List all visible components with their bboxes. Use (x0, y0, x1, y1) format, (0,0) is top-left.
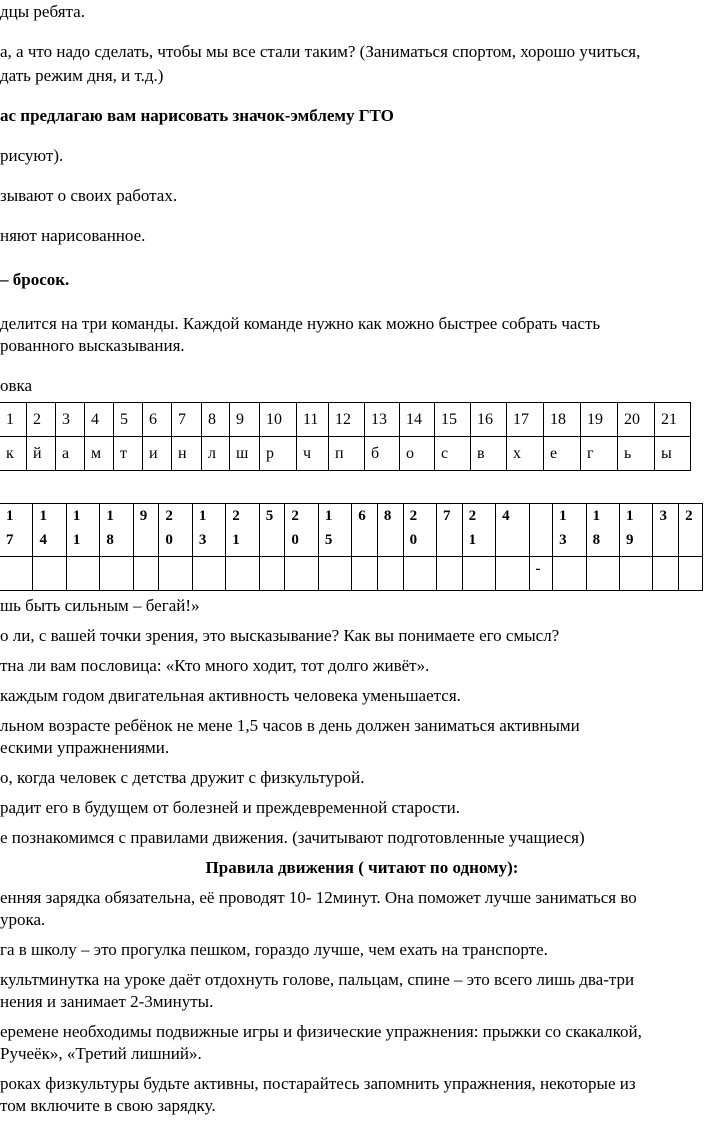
key-letter-cell: х (507, 437, 544, 471)
cipher-digit-top: 2 (232, 508, 240, 524)
text-line: еремене необходимы подвижные игры и физические упражнения: прыжки со скакалкой, (0, 1022, 642, 1041)
key-letter-cell: п (329, 437, 365, 471)
cipher-digit-top: 1 (198, 508, 207, 524)
cipher-digit-bottom: 8 (592, 532, 601, 548)
cipher-answer-cell (403, 557, 436, 591)
key-number-cell: 20 (618, 403, 655, 437)
cipher-number-cell (259, 504, 285, 557)
cipher-number-cell (100, 504, 133, 557)
key-letter-cell: в (471, 437, 507, 471)
key-letter-cell: л (202, 437, 230, 471)
cipher-digit-top: 7 (443, 508, 451, 524)
cipher-digit-top: 3 (659, 508, 667, 524)
cipher-numbers-row (0, 504, 703, 557)
cipher-digit-bottom: 0 (291, 532, 299, 548)
key-number-cell: 9 (230, 403, 260, 437)
text-line: тна ли вам пословица: «Кто много ходит, тот долго живёт». (0, 656, 430, 675)
cipher-number-cell (192, 504, 225, 557)
cipher-answer-cell (679, 557, 703, 591)
cipher-digit-top: 1 (592, 508, 601, 524)
cipher-answer-cell (377, 557, 403, 591)
cipher-answer-cell (352, 557, 378, 591)
cipher-answer-cell (586, 557, 619, 591)
text-line: о, когда человек с детства дружит с физкультурой. (0, 768, 365, 787)
key-number-cell: 13 (365, 403, 400, 437)
key-number-cell: 1 (0, 403, 27, 437)
text-line: культминутка на уроке даёт отдохнуть голове, пальцам, спине – это всего лишь два-три (0, 970, 635, 989)
text-line: няют нарисованное. (0, 226, 146, 245)
key-number-cell: 7 (172, 403, 202, 437)
key-letter-cell: ч (297, 437, 329, 471)
cipher-number-cell (159, 504, 192, 557)
key-letter-cell: ы (655, 437, 691, 471)
key-letter-cell: с (435, 437, 471, 471)
key-letter-cell: м (85, 437, 114, 471)
cipher-digit-top: 2 (409, 508, 418, 524)
key-number-cell: 16 (471, 403, 507, 437)
key-number-cell: 12 (329, 403, 365, 437)
cipher-answer-cell (33, 557, 66, 591)
key-numbers-row (0, 403, 691, 437)
cipher-number-cell (133, 504, 159, 557)
cipher-number-cell (462, 504, 495, 557)
text-line: радит его в будущем от болезней и преждевременной старости. (0, 798, 460, 817)
key-letter-cell: р (260, 437, 297, 471)
cipher-answer-cell (226, 557, 259, 591)
key-letter-cell: а (56, 437, 85, 471)
cipher-answer-cell (462, 557, 495, 591)
key-number-cell: 6 (143, 403, 172, 437)
cipher-digit-top: 9 (139, 508, 148, 524)
key-letter-cell: к (0, 437, 27, 471)
cipher-answer-cell (437, 557, 463, 591)
cipher-digit-top: 6 (358, 508, 366, 524)
cipher-answer-cell (100, 557, 133, 591)
cipher-answer-cell (496, 557, 529, 591)
text-line: е познакомимся с правилами движения. (зачитывают подготовленные учащиеся) (0, 828, 585, 847)
key-letter-cell: е (544, 437, 581, 471)
key-letter-cell: т (114, 437, 143, 471)
cipher-digit-top: 4 (502, 508, 510, 524)
cipher-answer-row (0, 557, 703, 591)
cipher-digit-top: 1 (39, 508, 47, 524)
cipher-digit-bottom: 3 (198, 532, 207, 548)
cipher-answer-cell (553, 557, 586, 591)
heading-line: – бросок. (0, 270, 70, 289)
key-letter-cell: ш (230, 437, 260, 471)
cipher-digit-bottom: 7 (6, 532, 14, 548)
cipher-digit-top: 2 (685, 508, 693, 524)
cipher-answer-cell (66, 557, 99, 591)
text-line: каждым годом двигательная активность человека уменьшается. (0, 686, 461, 705)
key-letter-cell: й (27, 437, 56, 471)
cipher-answer-cell: - (529, 557, 553, 591)
cipher-number-cell (226, 504, 259, 557)
cipher-answer-cell (0, 557, 33, 591)
cipher-number-cell (529, 504, 553, 557)
cipher-digit-top: 1 (72, 508, 81, 524)
cipher-digit-bottom: 3 (559, 532, 567, 548)
cipher-digit-bottom: 9 (626, 532, 634, 548)
cipher-answer-cell (159, 557, 192, 591)
key-number-cell: 15 (435, 403, 471, 437)
text-line: делится на три команды. Каждой команде нужно как можно быстрее собрать часть (0, 314, 601, 333)
text-line: о ли, с вашей точки зрения, это высказывание? Как вы понимаете его смысл? (0, 626, 560, 645)
cipher-digit-bottom: 0 (409, 532, 418, 548)
cipher-number-cell (66, 504, 99, 557)
cipher-number-cell (377, 504, 403, 557)
text-line: рованного высказывания. (0, 336, 185, 355)
text-line: том включите в свою зарядку. (0, 1096, 216, 1115)
cipher-digit-top: 1 (626, 508, 634, 524)
text-line: дать режим дня, и т.д.) (0, 66, 164, 85)
cipher-number-cell (620, 504, 653, 557)
key-letters-row (0, 437, 691, 471)
cipher-digit-bottom: 0 (165, 532, 173, 548)
cipher-number-cell (285, 504, 318, 557)
cipher-digit-top: 2 (165, 508, 173, 524)
text-line: енняя зарядка обязательна, её проводят 10- 12минут. Она поможет лучше заниматься во (0, 888, 637, 907)
text-line: рисуют). (0, 146, 64, 165)
cipher-answer-cell (653, 557, 679, 591)
key-number-cell: 19 (581, 403, 618, 437)
key-number-cell: 11 (297, 403, 329, 437)
cipher-number-cell (586, 504, 619, 557)
cipher-number-cell (553, 504, 586, 557)
cipher-table (0, 503, 703, 591)
cipher-digit-top: 5 (265, 508, 274, 524)
key-letter-cell: н (172, 437, 202, 471)
cipher-digit-top: 2 (291, 508, 299, 524)
key-number-cell: 17 (507, 403, 544, 437)
cipher-answer-cell (192, 557, 225, 591)
text-line: нения и занимает 2-3минуты. (0, 992, 214, 1011)
text-line: роках физкультуры будьте активны, постарайтесь запомнить упражнения, некоторые из (0, 1074, 636, 1093)
cipher-number-cell (437, 504, 463, 557)
text-line: зывают о своих работах. (0, 186, 178, 205)
cipher-number-cell (0, 504, 33, 557)
text-line: а, а что надо сделать, чтобы мы все стали таким? (Заниматься спортом, хорошо учиться, (0, 42, 641, 61)
key-letter-cell: ь (618, 437, 655, 471)
key-number-cell: 3 (56, 403, 85, 437)
text-line: дцы ребята. (0, 2, 85, 21)
cipher-number-cell (403, 504, 436, 557)
cipher-answer-cell (285, 557, 318, 591)
text-line: ескими упражнениями. (0, 738, 170, 757)
cipher-digit-top: 1 (324, 508, 333, 524)
cipher-digit-bottom: 5 (324, 532, 333, 548)
cipher-digit-bottom: 1 (468, 532, 477, 548)
text-line: шь быть сильным – бегай!» (0, 596, 200, 615)
cipher-digit-top: 8 (383, 508, 392, 524)
cipher-digit-top: 1 (559, 508, 567, 524)
key-number-cell: 4 (85, 403, 114, 437)
cipher-answer-cell (620, 557, 653, 591)
key-letter-cell: г (581, 437, 618, 471)
key-number-cell: 5 (114, 403, 143, 437)
cipher-answer-cell (133, 557, 159, 591)
key-number-cell: 10 (260, 403, 297, 437)
key-letter-cell: о (400, 437, 435, 471)
cipher-digit-bottom: 1 (232, 532, 240, 548)
text-line: урока. (0, 910, 46, 929)
cipher-digit-bottom: 4 (39, 532, 47, 548)
cipher-number-cell (496, 504, 529, 557)
cipher-number-cell (33, 504, 66, 557)
cipher-digit-bottom: 8 (106, 532, 114, 548)
key-number-cell: 14 (400, 403, 435, 437)
cipher-digit-top: 1 (106, 508, 114, 524)
cipher-number-cell (352, 504, 378, 557)
text-line: льном возрасте ребёнок не мене 1,5 часов в день должен заниматься активными (0, 716, 580, 735)
section-heading: Правила движения ( читают по одному): (205, 858, 519, 877)
key-letter-cell: б (365, 437, 400, 471)
key-letter-cell: и (143, 437, 172, 471)
key-table (0, 402, 691, 471)
cipher-digit-top: 1 (6, 508, 14, 524)
cipher-answer-cell (259, 557, 285, 591)
cipher-answer-cell (318, 557, 351, 591)
text-line: га в школу – это прогулка пешком, гораздо лучше, чем ехать на транспорте. (0, 940, 548, 959)
text-line: Ручеёк», «Третий лишний». (0, 1044, 202, 1063)
key-number-cell: 8 (202, 403, 230, 437)
heading-line: ас предлагаю вам нарисовать значок-эмблему ГТО (0, 106, 394, 125)
cipher-number-cell (318, 504, 351, 557)
cipher-digit-top: 2 (468, 508, 477, 524)
key-number-cell: 18 (544, 403, 581, 437)
cipher-number-cell (653, 504, 679, 557)
key-number-cell: 2 (27, 403, 56, 437)
cipher-number-cell (679, 504, 703, 557)
key-number-cell: 21 (655, 403, 691, 437)
cipher-digit-bottom: 1 (72, 532, 81, 548)
text-line: овка (0, 376, 33, 395)
